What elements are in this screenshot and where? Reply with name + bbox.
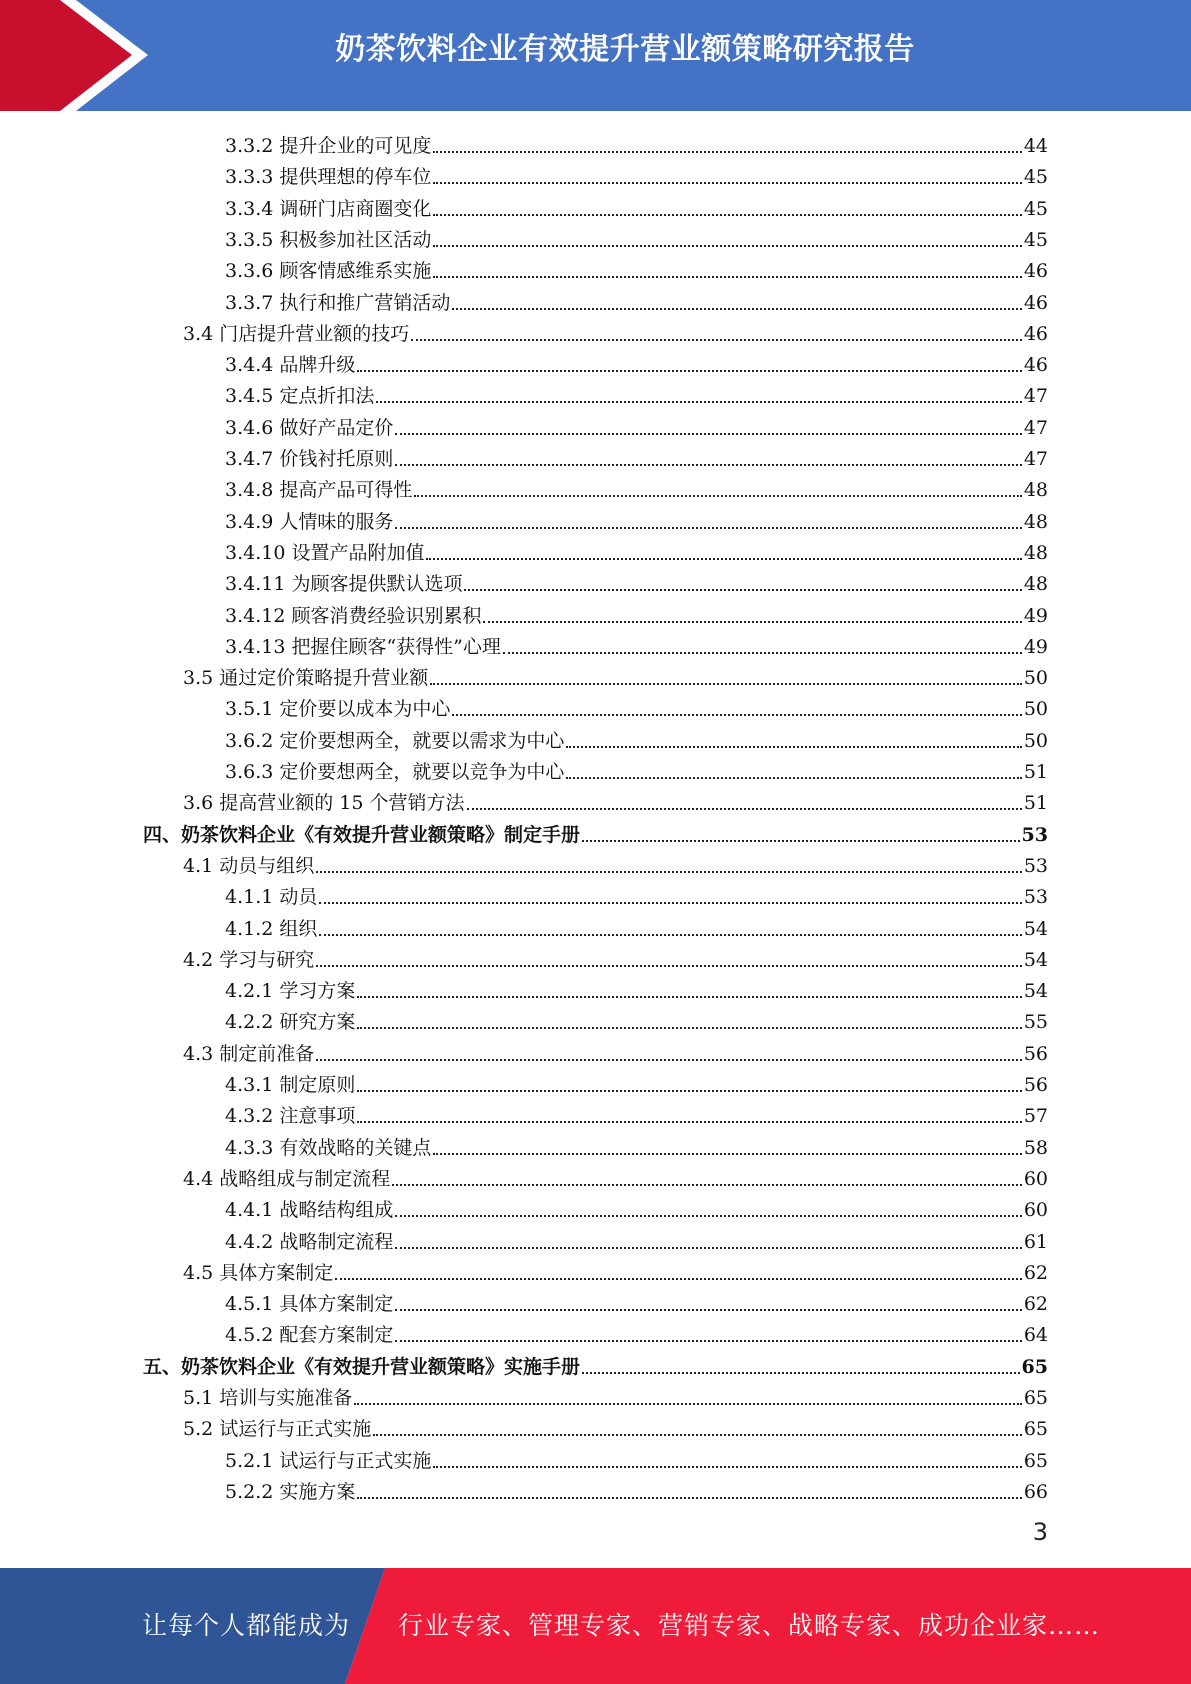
toc-dot-leader bbox=[414, 495, 1021, 497]
toc-entry-page: 60 bbox=[1023, 1167, 1048, 1190]
toc-entry[interactable] bbox=[225, 722, 1048, 753]
toc-entry[interactable] bbox=[225, 1316, 1048, 1347]
toc-entry[interactable] bbox=[225, 534, 1048, 565]
toc-entry[interactable] bbox=[225, 690, 1048, 721]
toc-dot-leader bbox=[433, 1466, 1021, 1468]
toc-entry-title: 3.4.5 定点折扣法 bbox=[225, 385, 375, 408]
toc-entry-page: 47 bbox=[1023, 416, 1048, 439]
toc-entry-title: 4.1 动员与组织 bbox=[183, 854, 315, 877]
toc-entry-page: 54 bbox=[1023, 948, 1048, 971]
toc-dot-leader bbox=[582, 840, 1020, 842]
toc-entry-title: 3.4.7 价钱衬托原则 bbox=[225, 448, 394, 470]
toc-entry[interactable] bbox=[225, 252, 1048, 283]
toc-entry-title: 5.1 培训与实施准备 bbox=[183, 1387, 353, 1409]
toc-dot-leader bbox=[433, 214, 1021, 216]
toc-dot-leader bbox=[430, 683, 1022, 685]
toc-entry-title: 3.4.6 做好产品定价 bbox=[225, 416, 394, 439]
toc-entry[interactable] bbox=[183, 941, 1048, 972]
toc-entry-page: 49 bbox=[1023, 604, 1048, 627]
toc-entry-title: 3.3.2 提升企业的可见度 bbox=[225, 135, 432, 157]
toc-entry[interactable] bbox=[143, 816, 1048, 847]
toc-entry-title: 5.2.1 试运行与正式实施 bbox=[225, 1449, 432, 1472]
footer-slogan: 让每个人都能成为 bbox=[142, 1611, 351, 1640]
toc-entry-page: 53 bbox=[1021, 823, 1048, 846]
toc-entry[interactable] bbox=[225, 753, 1048, 784]
toc-entry-title: 3.3.4 调研门店商圈变化 bbox=[225, 197, 432, 220]
toc-entry-page: 46 bbox=[1023, 260, 1048, 283]
toc-entry[interactable] bbox=[183, 659, 1048, 690]
toc-dot-leader bbox=[395, 1247, 1021, 1249]
toc-entry-page: 50 bbox=[1023, 667, 1048, 690]
toc-entry-title: 3.5 通过定价策略提升营业额 bbox=[183, 667, 429, 690]
toc-entry-page: 48 bbox=[1023, 479, 1048, 502]
toc-dot-leader bbox=[433, 182, 1021, 184]
toc-entry-title: 4.2.2 研究方案 bbox=[225, 1011, 356, 1034]
toc-dot-leader bbox=[395, 464, 1021, 466]
toc-entry-title: 4.3 制定前准备 bbox=[183, 1042, 315, 1065]
toc-entry-title: 五、奶茶饮料企业《有效提升营业额策略》实施手册 bbox=[143, 1355, 581, 1378]
toc-entry-title: 3.6 提高营业额的 15 个营销方法 bbox=[183, 792, 465, 815]
toc-entry[interactable] bbox=[225, 1442, 1048, 1473]
toc-entry-title: 3.3.7 执行和推广营销活动 bbox=[225, 291, 451, 314]
toc-entry-title: 3.5.1 定价要以成本为中心 bbox=[225, 698, 451, 721]
toc-entry-page: 65 bbox=[1023, 1387, 1048, 1409]
toc-dot-leader bbox=[411, 339, 1022, 341]
toc-dot-leader bbox=[335, 1278, 1022, 1280]
toc-dot-leader bbox=[582, 1372, 1020, 1374]
toc-dot-leader bbox=[316, 965, 1022, 967]
toc-entry-page: 48 bbox=[1023, 510, 1048, 533]
toc-entry-title: 3.4.12 顾客消费经验识别累积 bbox=[225, 604, 482, 627]
toc-entry-page: 56 bbox=[1023, 1074, 1048, 1096]
toc-entry-title: 4.4.1 战略结构组成 bbox=[225, 1199, 394, 1222]
toc-dot-leader bbox=[357, 1027, 1021, 1029]
toc-entry-title: 4.5 具体方案制定 bbox=[183, 1261, 334, 1284]
toc-dot-leader bbox=[503, 652, 1022, 654]
toc-entry[interactable] bbox=[183, 847, 1048, 878]
toc-entry-title: 3.4.9 人情味的服务 bbox=[225, 510, 394, 533]
toc-entry-page: 44 bbox=[1023, 135, 1048, 157]
toc-dot-leader bbox=[426, 558, 1021, 560]
toc-entry[interactable] bbox=[183, 1410, 1048, 1441]
toc-entry-page: 65 bbox=[1021, 1355, 1048, 1378]
toc-entry-title: 4.4.2 战略制定流程 bbox=[225, 1230, 394, 1253]
toc-entry-title: 3.4.8 提高产品可得性 bbox=[225, 479, 413, 502]
toc-entry-title: 4.1.1 动员 bbox=[225, 886, 318, 909]
toc-entry-page: 49 bbox=[1023, 635, 1048, 658]
toc-entry-page: 61 bbox=[1023, 1230, 1048, 1253]
toc-dot-leader bbox=[483, 621, 1021, 623]
toc-entry-title: 3.4.10 设置产品附加值 bbox=[225, 541, 425, 564]
toc-entry[interactable] bbox=[225, 1473, 1048, 1504]
toc-entry-title: 3.3.3 提供理想的停车位 bbox=[225, 166, 432, 189]
toc-entry-page: 45 bbox=[1023, 166, 1048, 189]
toc-dot-leader bbox=[319, 934, 1021, 936]
toc-entry[interactable] bbox=[225, 409, 1048, 440]
toc-entry[interactable] bbox=[225, 346, 1048, 377]
toc-entry-title: 4.3.2 注意事项 bbox=[225, 1105, 356, 1128]
toc-entry-title: 4.2 学习与研究 bbox=[183, 948, 315, 971]
toc-entry-page: 56 bbox=[1023, 1042, 1048, 1065]
toc-entry[interactable] bbox=[225, 910, 1048, 941]
toc-entry-title: 4.5.2 配套方案制定 bbox=[225, 1324, 394, 1347]
toc-entry-page: 64 bbox=[1023, 1324, 1048, 1347]
toc-entry-title: 4.4 战略组成与制定流程 bbox=[183, 1167, 391, 1190]
toc-entry-title: 5.2 试运行与正式实施 bbox=[183, 1418, 372, 1441]
toc-dot-leader bbox=[392, 1184, 1022, 1186]
toc-dot-leader bbox=[395, 527, 1021, 529]
toc-entry-page: 45 bbox=[1023, 228, 1048, 251]
toc-entry-title: 3.4 门店提升营业额的技巧 bbox=[183, 322, 410, 345]
toc-entry-page: 48 bbox=[1023, 573, 1048, 596]
toc-entry-page: 47 bbox=[1023, 385, 1048, 408]
toc-entry-page: 48 bbox=[1023, 541, 1048, 564]
toc-entry[interactable] bbox=[225, 1223, 1048, 1254]
toc-entry[interactable] bbox=[183, 784, 1048, 815]
toc-entry-page: 65 bbox=[1023, 1418, 1048, 1441]
toc-entry[interactable] bbox=[143, 1348, 1048, 1379]
toc-entry[interactable] bbox=[183, 1160, 1048, 1191]
toc-dot-leader bbox=[357, 370, 1021, 372]
toc-entry[interactable] bbox=[183, 1379, 1048, 1410]
toc-entry[interactable] bbox=[225, 565, 1048, 596]
toc-entry-page: 54 bbox=[1023, 917, 1048, 940]
toc-entry-title: 4.3.3 有效战略的关键点 bbox=[225, 1136, 432, 1159]
toc-entry-title: 4.3.1 制定原则 bbox=[225, 1074, 356, 1096]
toc-entry-page: 46 bbox=[1023, 291, 1048, 314]
toc-entry-title: 4.1.2 组织 bbox=[225, 917, 318, 940]
toc-entry[interactable] bbox=[225, 440, 1048, 471]
toc-entry[interactable] bbox=[225, 1191, 1048, 1222]
document-title: 奶茶饮料企业有效提升营业额策略研究报告 bbox=[335, 32, 915, 67]
toc-entry-page: 53 bbox=[1023, 886, 1048, 909]
toc-entry[interactable] bbox=[225, 597, 1048, 628]
toc-entry-title: 3.3.5 积极参加社区活动 bbox=[225, 228, 432, 251]
toc-entry-page: 50 bbox=[1023, 729, 1048, 752]
toc-dot-leader bbox=[395, 1215, 1021, 1217]
toc-dot-leader bbox=[316, 871, 1022, 873]
toc-dot-leader bbox=[566, 777, 1021, 779]
toc-entry-page: 45 bbox=[1023, 197, 1048, 220]
toc-entry-page: 62 bbox=[1023, 1261, 1048, 1284]
toc-entry-page: 53 bbox=[1023, 854, 1048, 877]
toc-entry[interactable] bbox=[225, 1066, 1048, 1097]
toc-dot-leader bbox=[316, 1059, 1022, 1061]
toc-entry[interactable] bbox=[225, 377, 1048, 408]
toc-entry-page: 47 bbox=[1023, 448, 1048, 470]
toc-entry-page: 62 bbox=[1023, 1293, 1048, 1316]
toc-entry[interactable] bbox=[225, 1129, 1048, 1160]
toc-entry[interactable] bbox=[225, 127, 1048, 158]
toc-entry-page: 46 bbox=[1023, 322, 1048, 345]
toc-dot-leader bbox=[319, 902, 1021, 904]
toc-entry-page: 58 bbox=[1023, 1136, 1048, 1159]
toc-entry-title: 3.3.6 顾客情感维系实施 bbox=[225, 260, 432, 283]
toc-dot-leader bbox=[433, 245, 1021, 247]
toc-dot-leader bbox=[452, 308, 1021, 310]
toc-entry-title: 5.2.2 实施方案 bbox=[225, 1480, 356, 1503]
toc-entry-title: 3.4.4 品牌升级 bbox=[225, 354, 356, 377]
toc-entry-page: 57 bbox=[1023, 1105, 1048, 1128]
toc-entry-page: 55 bbox=[1023, 1011, 1048, 1034]
toc-entry[interactable] bbox=[225, 221, 1048, 252]
toc-entry[interactable] bbox=[225, 190, 1048, 221]
toc-dot-leader bbox=[433, 1153, 1021, 1155]
toc-dot-leader bbox=[467, 808, 1022, 810]
toc-dot-leader bbox=[464, 589, 1021, 591]
toc-entry-page: 65 bbox=[1023, 1449, 1048, 1472]
footer-banner bbox=[0, 1568, 1191, 1684]
toc-entry-title: 3.6.2 定价要想两全，就要以需求为中心 bbox=[225, 729, 565, 752]
header-banner bbox=[0, 0, 1191, 111]
toc-entry[interactable] bbox=[183, 315, 1048, 346]
toc-dot-leader bbox=[395, 1340, 1021, 1342]
toc-entry[interactable] bbox=[225, 471, 1048, 502]
toc-entry-title: 3.6.3 定价要想两全，就要以竞争为中心 bbox=[225, 761, 565, 783]
toc-entry-page: 60 bbox=[1023, 1199, 1048, 1222]
toc-entry[interactable] bbox=[225, 1003, 1048, 1034]
toc-dot-leader bbox=[357, 1090, 1021, 1092]
toc-entry-title: 4.5.1 具体方案制定 bbox=[225, 1293, 394, 1316]
toc-entry-page: 54 bbox=[1023, 980, 1048, 1003]
toc-dot-leader bbox=[433, 276, 1021, 278]
toc-entry-page: 66 bbox=[1023, 1480, 1048, 1503]
toc-entry-title: 3.4.11 为顾客提供默认选项 bbox=[225, 573, 463, 596]
toc-entry-title: 4.2.1 学习方案 bbox=[225, 980, 356, 1003]
toc-dot-leader bbox=[373, 1434, 1022, 1436]
toc-dot-leader bbox=[357, 1497, 1021, 1499]
toc-entry[interactable] bbox=[183, 1035, 1048, 1066]
toc-dot-leader bbox=[357, 996, 1021, 998]
footer-roles: 行业专家、管理专家、营销专家、战略专家、成功企业家…… bbox=[398, 1611, 1101, 1640]
toc-dot-leader bbox=[376, 401, 1021, 403]
toc-entry[interactable] bbox=[225, 158, 1048, 189]
toc-entry[interactable] bbox=[183, 1254, 1048, 1285]
toc-dot-leader bbox=[354, 1403, 1022, 1405]
toc-dot-leader bbox=[395, 433, 1021, 435]
page-number: 3 bbox=[1032, 1518, 1048, 1546]
toc-entry[interactable] bbox=[225, 284, 1048, 315]
toc-entry-page: 51 bbox=[1023, 761, 1048, 783]
toc-entry[interactable] bbox=[225, 503, 1048, 534]
toc-entry[interactable] bbox=[225, 1097, 1048, 1128]
toc-dot-leader bbox=[357, 1121, 1021, 1123]
toc-entry[interactable] bbox=[225, 972, 1048, 1003]
chevron-arrow-icon bbox=[0, 0, 160, 111]
toc-dot-leader bbox=[452, 714, 1021, 716]
toc-dot-leader bbox=[433, 151, 1021, 153]
toc-dot-leader bbox=[566, 746, 1021, 748]
toc-entry-page: 51 bbox=[1023, 792, 1048, 815]
toc-dot-leader bbox=[395, 1309, 1021, 1311]
toc-entry-page: 50 bbox=[1023, 698, 1048, 721]
toc-entry-page: 46 bbox=[1023, 354, 1048, 377]
toc-entry-title: 四、奶茶饮料企业《有效提升营业额策略》制定手册 bbox=[143, 823, 581, 846]
toc-entry[interactable] bbox=[225, 1285, 1048, 1316]
toc-entry[interactable] bbox=[225, 628, 1048, 659]
toc-entry-title: 3.4.13 把握住顾客“获得性”心理 bbox=[225, 635, 501, 658]
toc-entry[interactable] bbox=[225, 878, 1048, 909]
